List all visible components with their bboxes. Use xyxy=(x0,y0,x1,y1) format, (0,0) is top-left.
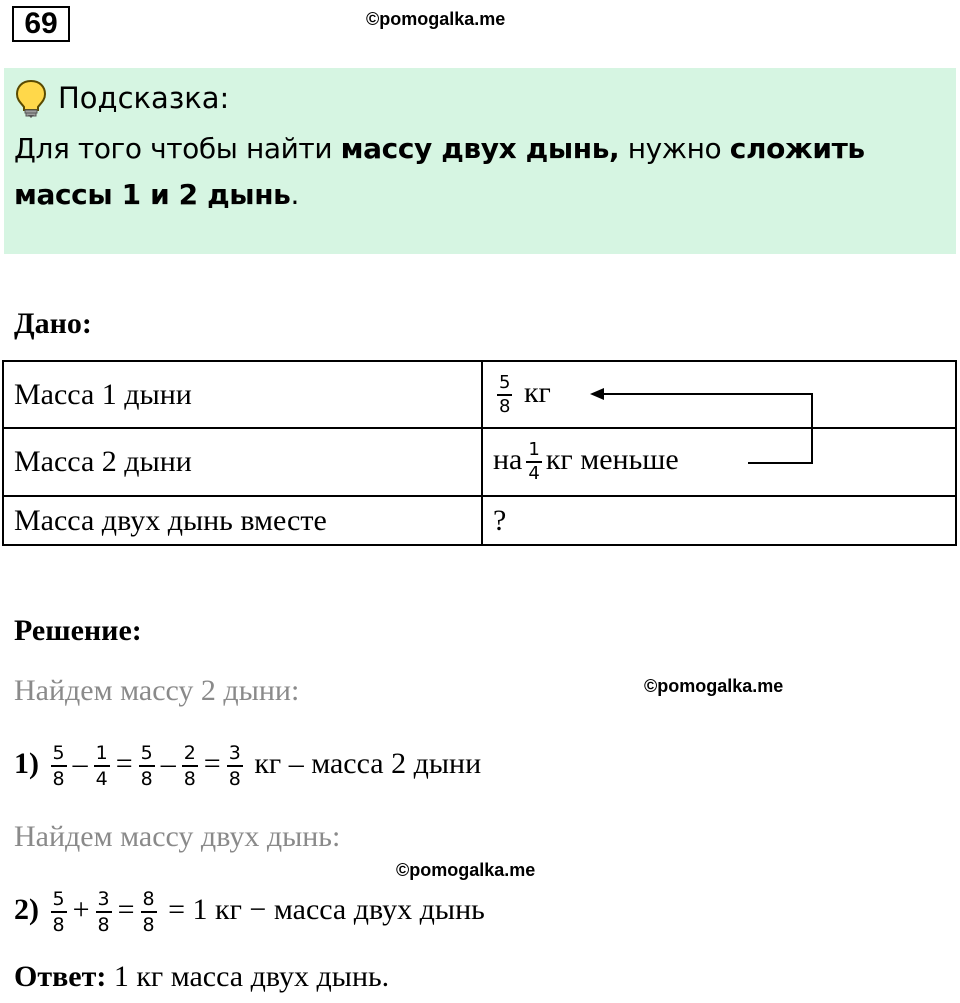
equation-tail: кг – масса 2 дыни xyxy=(254,747,482,780)
fraction xyxy=(227,742,243,790)
fraction xyxy=(526,440,541,484)
table-row xyxy=(3,496,956,545)
answer xyxy=(14,960,389,994)
step1-hint: Найдем массу 2 дыни: xyxy=(14,674,300,707)
watermark: ©pomogalka.me xyxy=(396,860,536,880)
watermark: ©pomogalka.me xyxy=(366,9,506,29)
hint-bold-part: массу двух дынь, xyxy=(340,132,620,165)
lightbulb-icon xyxy=(14,78,48,118)
numerator: 5 xyxy=(140,742,153,765)
denominator: 8 xyxy=(141,911,157,936)
solution-heading: Решение: xyxy=(14,614,142,647)
hint-text-part: нужно xyxy=(619,132,730,165)
table-cell: ? xyxy=(482,496,956,545)
numerator: 1 xyxy=(95,742,108,765)
hint-text-part: . xyxy=(290,178,299,211)
fraction xyxy=(182,742,198,790)
denominator: 4 xyxy=(94,765,110,790)
equation-terms xyxy=(47,888,161,937)
numerator: 3 xyxy=(97,888,110,911)
answer-label: Ответ: xyxy=(14,960,107,993)
table-cell: Масса 1 дыни xyxy=(3,361,482,428)
operator: – xyxy=(160,747,176,780)
prefix-text: на xyxy=(493,442,523,476)
fraction xyxy=(497,373,512,417)
denominator: 4 xyxy=(528,463,540,484)
numerator: 5 xyxy=(52,888,65,911)
denominator: 8 xyxy=(139,765,155,790)
denominator: 8 xyxy=(96,911,112,936)
operator: + xyxy=(72,893,90,926)
fraction xyxy=(139,742,155,790)
answer-text: 1 кг масса двух дынь. xyxy=(106,960,390,993)
step2-hint: Найдем массу двух дынь: xyxy=(14,820,341,853)
given-heading: Дано: xyxy=(14,307,92,340)
denominator: 8 xyxy=(51,911,67,936)
watermark: ©pomogalka.me xyxy=(644,676,784,696)
step-label: 2) xyxy=(14,893,39,926)
task-number: 69 xyxy=(12,6,70,42)
fraction xyxy=(141,888,157,936)
hint-title xyxy=(14,78,229,118)
step1-equation xyxy=(14,734,481,794)
numerator: 3 xyxy=(228,742,241,765)
step2-equation xyxy=(14,880,485,940)
denominator: 8 xyxy=(51,765,67,790)
step-label: 1) xyxy=(14,747,39,780)
fraction xyxy=(51,742,67,790)
table-cell: Масса двух дынь вместе xyxy=(3,496,482,545)
unit-text: кг меньше xyxy=(545,442,679,476)
denominator: 8 xyxy=(227,765,243,790)
operator: = xyxy=(203,747,221,780)
fraction xyxy=(94,742,110,790)
equation-terms xyxy=(47,742,247,791)
denominator: 8 xyxy=(182,765,198,790)
hint-bold-part: сложить массы 1 и 2 дынь xyxy=(14,132,865,211)
numerator: 5 xyxy=(499,371,511,393)
operator: = xyxy=(115,747,133,780)
denominator: 8 xyxy=(499,395,511,417)
hint-text xyxy=(14,126,949,218)
hint-title-text: Подсказка: xyxy=(58,81,230,115)
operator: = xyxy=(117,893,135,926)
numerator: 5 xyxy=(52,742,65,765)
table-cell: Масса 2 дыни xyxy=(3,428,482,496)
operator: – xyxy=(72,747,88,780)
fraction xyxy=(51,888,67,936)
equation-tail: = 1 кг − масса двух дынь xyxy=(168,893,485,926)
fraction xyxy=(96,888,112,936)
reference-arrow xyxy=(580,380,830,480)
numerator: 8 xyxy=(142,888,155,911)
numerator: 2 xyxy=(183,742,196,765)
hint-text-part: Для того чтобы найти xyxy=(14,132,341,165)
numerator: 1 xyxy=(528,439,540,460)
unit-text: кг xyxy=(523,375,551,409)
